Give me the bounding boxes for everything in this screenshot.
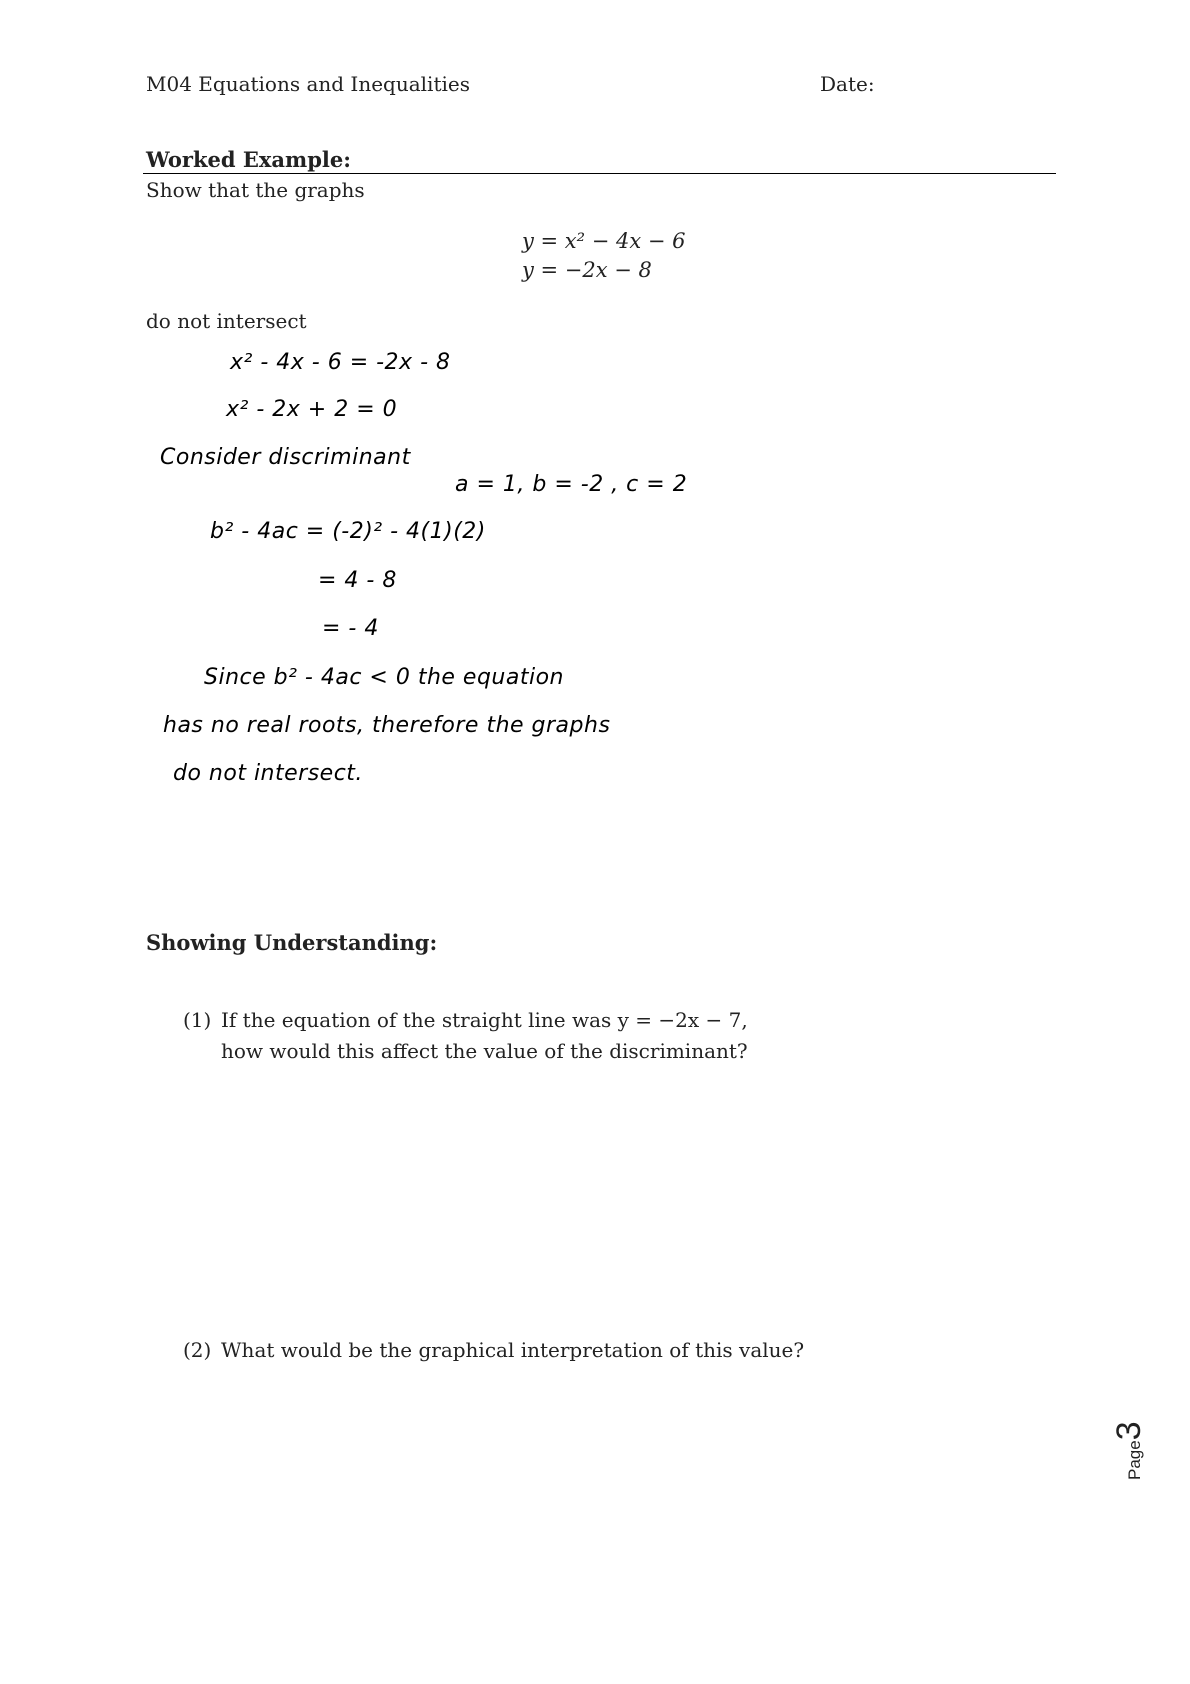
handwritten-discriminant-substitution: b² - 4ac = (-2)² - 4(1)(2) — [210, 519, 486, 544]
worked-example-heading: Worked Example: — [146, 147, 351, 172]
worked-example-conclusion-prompt: do not intersect — [146, 309, 307, 333]
handwritten-step-rearrange: x² - 2x + 2 = 0 — [226, 397, 398, 422]
handwritten-conclusion-line3: do not intersect. — [173, 761, 363, 786]
question-2-text: What would be the graphical interpretation of this value? — [221, 1338, 805, 1362]
question-1-number: (1) — [183, 1008, 212, 1032]
worked-example-intro: Show that the graphs — [146, 178, 365, 202]
handwritten-conclusion-line1: Since b² - 4ac < 0 the equation — [204, 665, 565, 690]
question-1 — [183, 1008, 748, 1063]
equation-line: y = −2x − 8 — [522, 258, 652, 282]
handwritten-conclusion-line2: has no real roots, therefore the graphs — [163, 713, 611, 738]
document-title: M04 Equations and Inequalities — [146, 72, 470, 96]
heading-divider — [143, 173, 1056, 174]
page-number — [1110, 1421, 1149, 1480]
handwritten-coefficients: a = 1, b = -2 , c = 2 — [455, 472, 688, 497]
handwritten-consider-discriminant: Consider discriminant — [160, 445, 411, 470]
showing-understanding-heading: Showing Understanding: — [146, 930, 438, 955]
question-2-number: (2) — [183, 1338, 212, 1362]
handwritten-discriminant-result: = - 4 — [322, 616, 379, 641]
question-1-line2: how would this affect the value of the discriminant? — [221, 1039, 748, 1063]
equation-quadratic: y = x² − 4x − 6 — [522, 229, 686, 253]
date-label: Date: — [820, 72, 875, 96]
handwritten-discriminant-simplify: = 4 - 8 — [318, 568, 397, 593]
handwritten-step-equate: x² - 4x - 6 = -2x - 8 — [230, 350, 451, 375]
question-2 — [183, 1338, 804, 1362]
page-number-value: 3 — [1110, 1421, 1148, 1441]
page-word: Page — [1125, 1440, 1144, 1480]
question-1-line1: If the equation of the straight line was y = −2x − 7, — [221, 1008, 748, 1032]
